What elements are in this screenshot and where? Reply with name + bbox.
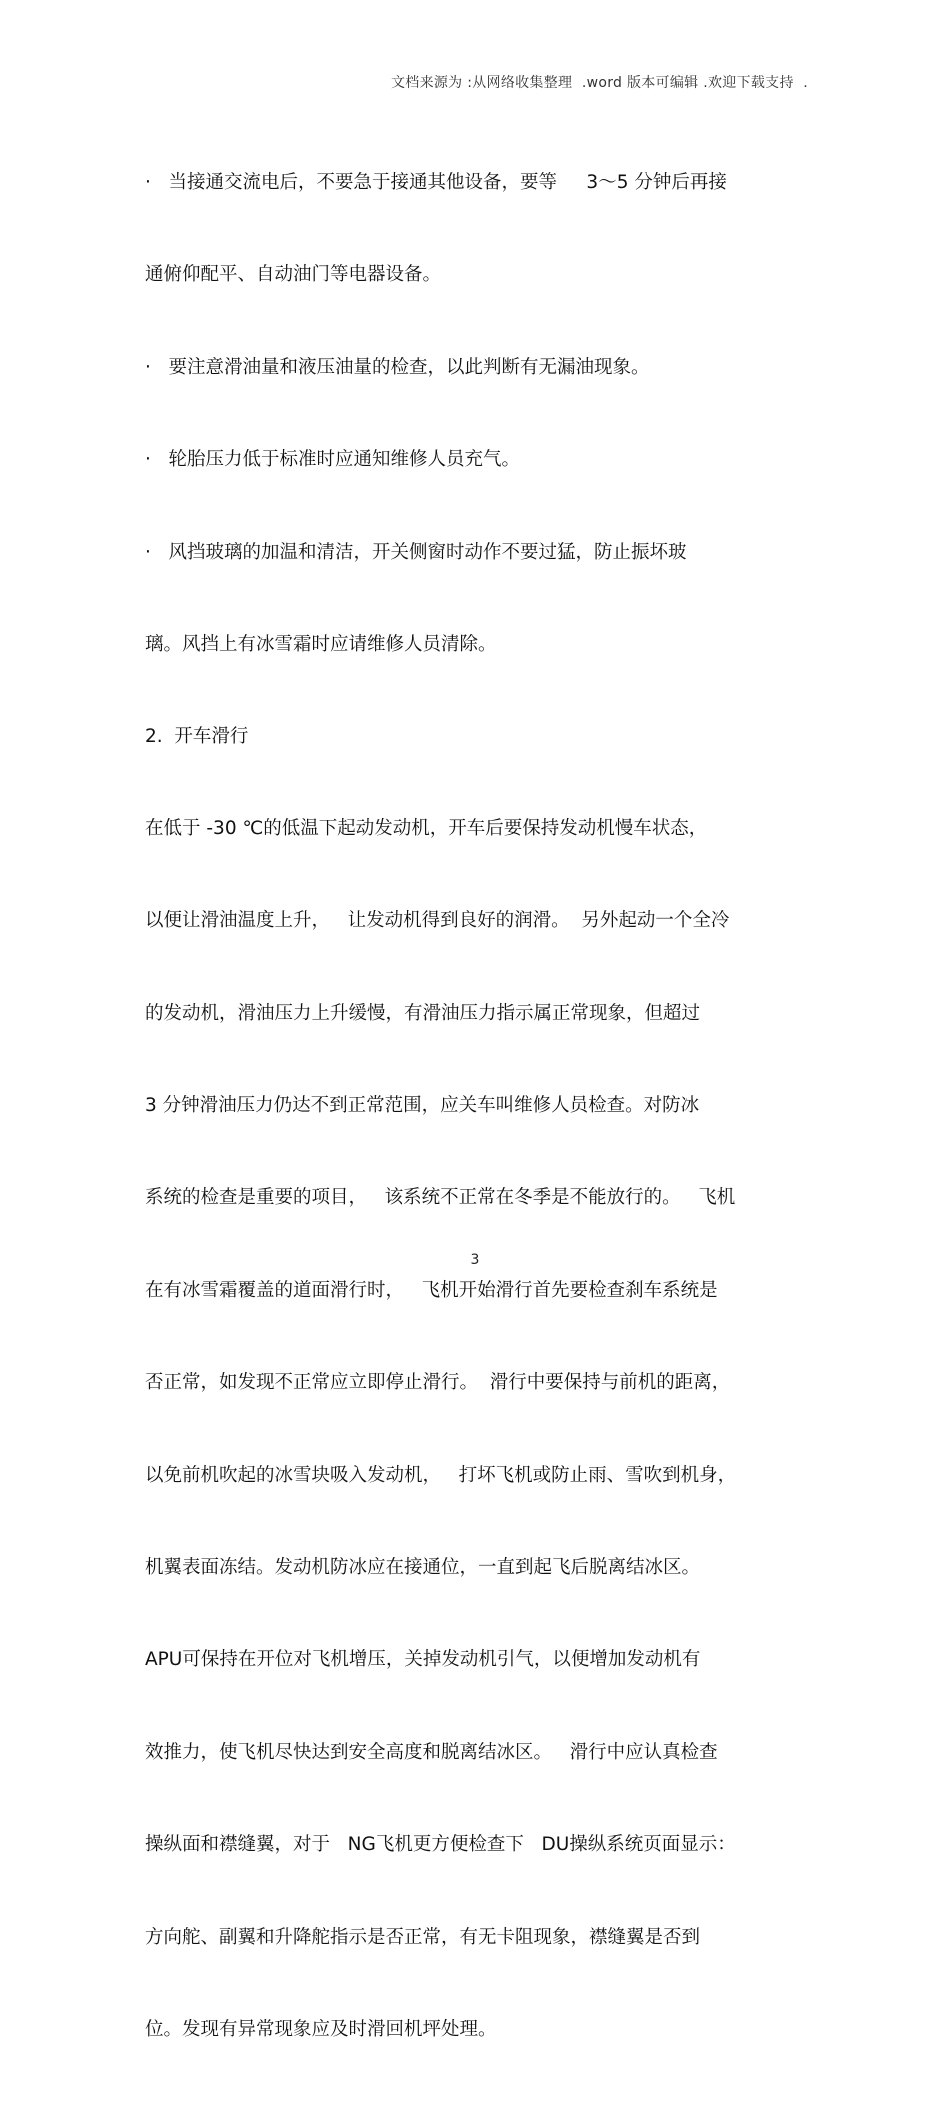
paragraph-line: 操纵面和襟缝翼，对于 NG飞机更方便检查下 DU操纵系统页面显示：: [145, 1834, 736, 1856]
body-text: [145, 127, 810, 2108]
page-number: 3: [470, 1252, 480, 1268]
paragraph-line: APU可保持在开位对飞机增压，关掉发动机引气，以便增加发动机有: [145, 1649, 701, 1671]
paragraph-line: 在低于 -30 ℃的低温下起动发动机，开车后要保持发动机慢车状态，: [145, 817, 708, 839]
bullet-line-windshield: · 风挡玻璃的加温和清洁，开关侧窗时动作不要过猛，防止振坏玻: [145, 541, 687, 563]
paragraph-line: 位。发现有异常现象应及时滑回机坪处理。: [145, 2018, 497, 2040]
text-line: 通俯仰配平、自动油门等电器设备。: [145, 264, 442, 286]
page-header: 文档来源为 :从网络收集整理 .word 版本可编辑 .欢迎下载支持 .: [390, 75, 808, 91]
section-heading: 2. 开车滑行: [145, 726, 249, 748]
paragraph-line: 3 分钟滑油压力仍达不到正常范围，应关车叫维修人员检查。对防冰: [145, 1095, 700, 1117]
bullet-line-oil-check: · 要注意滑油量和液压油量的检查，以此判断有无漏油现象。: [145, 356, 650, 378]
paragraph-line: 以便让滑油温度上升， 让发动机得到良好的润滑。 另外起动一个全冷: [145, 910, 730, 932]
paragraph-line: 以免前机吹起的冰雪块吸入发动机， 打坏飞机或防止雨、雪吹到机身，: [145, 1464, 737, 1486]
paragraph-line: 系统的检查是重要的项目， 该系统不正常在冬季是不能放行的。 飞机: [145, 1187, 736, 1209]
paragraph-line: 否正常，如发现不正常应立即停止滑行。 滑行中要保持与前机的距离，: [145, 1372, 731, 1394]
paragraph-line: 的发动机，滑油压力上升缓慢，有滑油压力指示属正常现象，但超过: [145, 1002, 701, 1024]
paragraph-line: 效推力，使飞机尽快达到安全高度和脱离结冰区。 滑行中应认真检查: [145, 1741, 718, 1763]
text-line: 璃。风挡上有冰雪霜时应请维修人员清除。: [145, 633, 497, 655]
paragraph-line: 在有冰雪霜覆盖的道面滑行时， 飞机开始滑行首先要检查刹车系统是: [145, 1279, 718, 1301]
paragraph-line: 机翼表面冻结。发动机防冰应在接通位，一直到起飞后脱离结冰区。: [145, 1556, 701, 1578]
paragraph-line: 方向舵、副翼和升降舵指示是否正常，有无卡阻现象，襟缝翼是否到: [145, 1926, 701, 1948]
bullet-line-ac-power: · 当接通交流电后，不要急于接通其他设备，要等 3～5 分钟后再接: [145, 172, 727, 193]
bullet-line-tire-pressure: · 轮胎压力低于标准时应通知维修人员充气。: [145, 449, 521, 471]
